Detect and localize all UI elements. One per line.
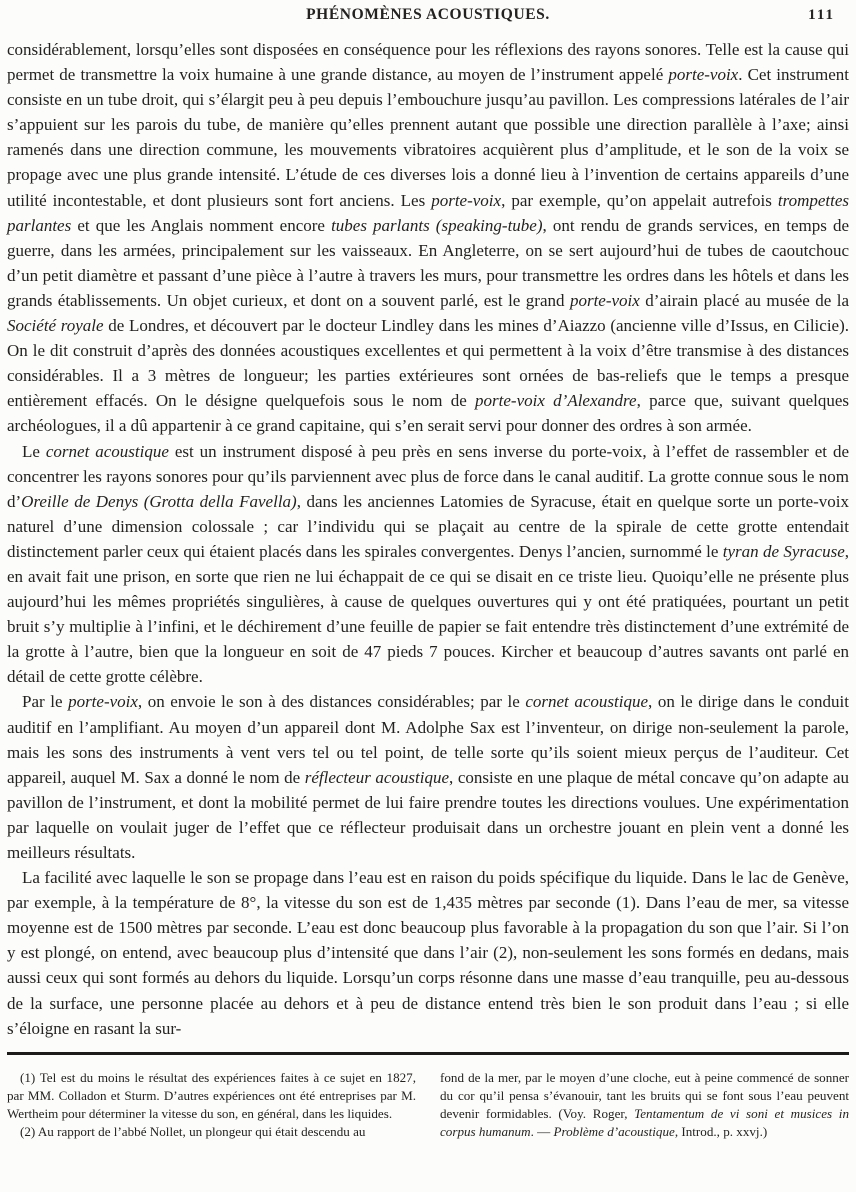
footnote-2: (2) Au rapport de l’abbé Nollet, un plongeur qui était descendu au [20,1123,366,1139]
footnote-1: (1) Tel est du moins le résultat des expériences faites à ce sujet en 1827, par MM. Colladon et Sturm. D’autres expériences ont été entreprises par M. Wertheim pour déterminer la vitesse du son, en général, dans les liquides. [7,1069,416,1121]
paragraph-cornet-acoustique: Le cornet acoustique est un instrument disposé à peu près en sens inverse du porte-voix, à l’effet de rassembler et de concentrer les rayons sonores pour qu’ils parviennent avec plus de force dans le canal auditif. La grotte connue sous le nom d’Oreille de Denys (Grotta della Favella), dans les anciennes Latomies de Syracuse, était en quelque sorte un porte-voix naturel d’une dimension colossale ; car l’individu qui se plaçait au centre de la spirale de cette grotte entendait distinctement parler ceux qui étaient placés dans les spirales convergentes. Denys l’ancien, surnommé le tyran de Syracuse, en avait fait une prison, en sorte que rien ne lui échappait de ce qui se disait en ce triste lieu. Quoiqu’elle ne présente plus aujourd’hui les mêmes propriétés singulières, à cause de quelques ouvertures qui y ont été pratiquées, pourtant un petit bruit s’y multiplie à l’infini, et le déchirement d’une feuille de papier se fait entendre très distinctement d’une extrémité de la grotte à l’autre, bien que la longueur en soit de 47 pieds 7 pouces. Kircher et beaucoup d’autres savants ont parlé en détail de cette grotte célèbre. [7,441,849,687]
footnote-divider [7,1052,849,1055]
running-header [7,6,849,28]
book-page [7,0,849,1141]
page-title: PHÉNOMÈNES ACOUSTIQUES. [306,6,550,23]
body-text [7,37,849,1041]
page-number: 111 [808,7,835,23]
footnote-column-left [7,1069,416,1141]
paragraph-son-dans-eau: La facilité avec laquelle le son se propage dans l’eau est en raison du poids spécifique du liquide. Dans le lac de Genève, par exemple, à la température de 8°, la vitesse du son est de 1,435 mètres par seconde (1). Dans l’eau de mer, sa vitesse moyenne est de 1500 mètres par seconde. L’eau est donc beaucoup plus favorable à la propagation du son que l’air. Si l’on y est plongé, on entend, avec beaucoup plus d’intensité que dans l’air (2), non-seulement les sons formés en dedans, mais aussi ceux qui sont formés au dehors du liquide. Lorsqu’un corps résonne dans une masse d’eau tranquille, peu au-dessous de la surface, une personne placée au dehors et à peu de distance entend très bien le son produit dans l’eau ; si elle s’éloigne en rasant la sur- [7,868,849,1038]
paragraph-reflecteur-acoustique: Par le porte-voix, on envoie le son à des distances considérables; par le cornet acoustique, on le dirige dans le conduit auditif en l’amplifiant. Au moyen d’un appareil dont M. Adolphe Sax est l’inventeur, on dirige non-seulement la parole, mais les sons des instruments à vent vers tel ou tel point, de telle sorte qu’ils soient mieux perçus de l’auditeur. Cet appareil, auquel M. Sax a donné le nom de réflecteur acoustique, consiste en une plaque de métal concave qu’on adapte au pavillon de l’instrument, et dont la mobilité permet de lui faire prendre toutes les directions voulues. Une expérimentation par laquelle on voulait juger de l’effet que ce réflecteur produisait dans un orchestre jouant en plein vent a donné les meilleurs résultats. [7,692,849,862]
footnotes [7,1069,849,1141]
paragraph-porte-voix: considérablement, lorsqu’elles sont disposées en conséquence pour les réflexions des rayons sonores. Telle est la cause qui permet de transmettre la voix humaine à une grande distance, au moyen de l’instrument appelé porte-voix. Cet instrument consiste en un tube droit, qui s’élargit peu à peu depuis l’embouchure jusqu’au pavillon. Les compressions latérales de l’air s’appuient sur les parois du tube, de manière qu’elles prennent autant que possible une direction parallèle à l’axe; ainsi ramenés dans une direction commune, les mouvements vibratoires acquièrent plus d’amplitude, et le son de la voix se propage avec une plus grande intensité. L’étude de ces diverses lois a donné lieu à l’invention de certains appareils d’une utilité incontestable, et dont plusieurs sont fort anciens. Les porte-voix, par exemple, qu’on appelait autrefois trompettes parlantes et que les Anglais nomment encore tubes parlants (speaking-tube), ont rendu de grands services, en temps de guerre, dans les armées, principalement sur les vaisseaux. En Angleterre, on se sert aujourd’hui de tubes de caoutchouc d’un petit diamètre et passant d’une pièce à l’autre à travers les murs, pour transmettre les ordres dans les hôtels et dans les grands établissements. Un objet curieux, et dont on a souvent parlé, est le grand porte-voix d’airain placé au musée de la Société royale de Londres, et découvert par le docteur Lindley dans les mines d’Aiazzo (ancienne ville d’Issus, en Cilicie). On le dit construit d’après des données acoustiques excellentes et qui permettent à la voix d’être transmise à des distances considérables. Il a 3 mètres de longueur; les parties extérieures sont ornées de bas-reliefs que le temps a presque entièrement effacés. On le désigne quelquefois sous le nom de porte-voix d’Alexandre, parce que, suivant quelques archéologues, il a dû appartenir à ce grand capitaine, qui s’en serait servi pour donner des ordres à son armée. [7,40,850,436]
footnote-2-continuation: fond de la mer, par le moyen d’une cloche, eut à peine commencé de sonner du cor qu’il pensa s’évanouir, tant les bruits qui se font sous l’eau peuvent devenir formidables. (Voy. Roger, Tentamentum de vi soni et musices in corpus humanum. — Problème d’acoustique, Introd., p. xxvj.) [440,1069,849,1139]
footnote-column-right [440,1069,849,1141]
